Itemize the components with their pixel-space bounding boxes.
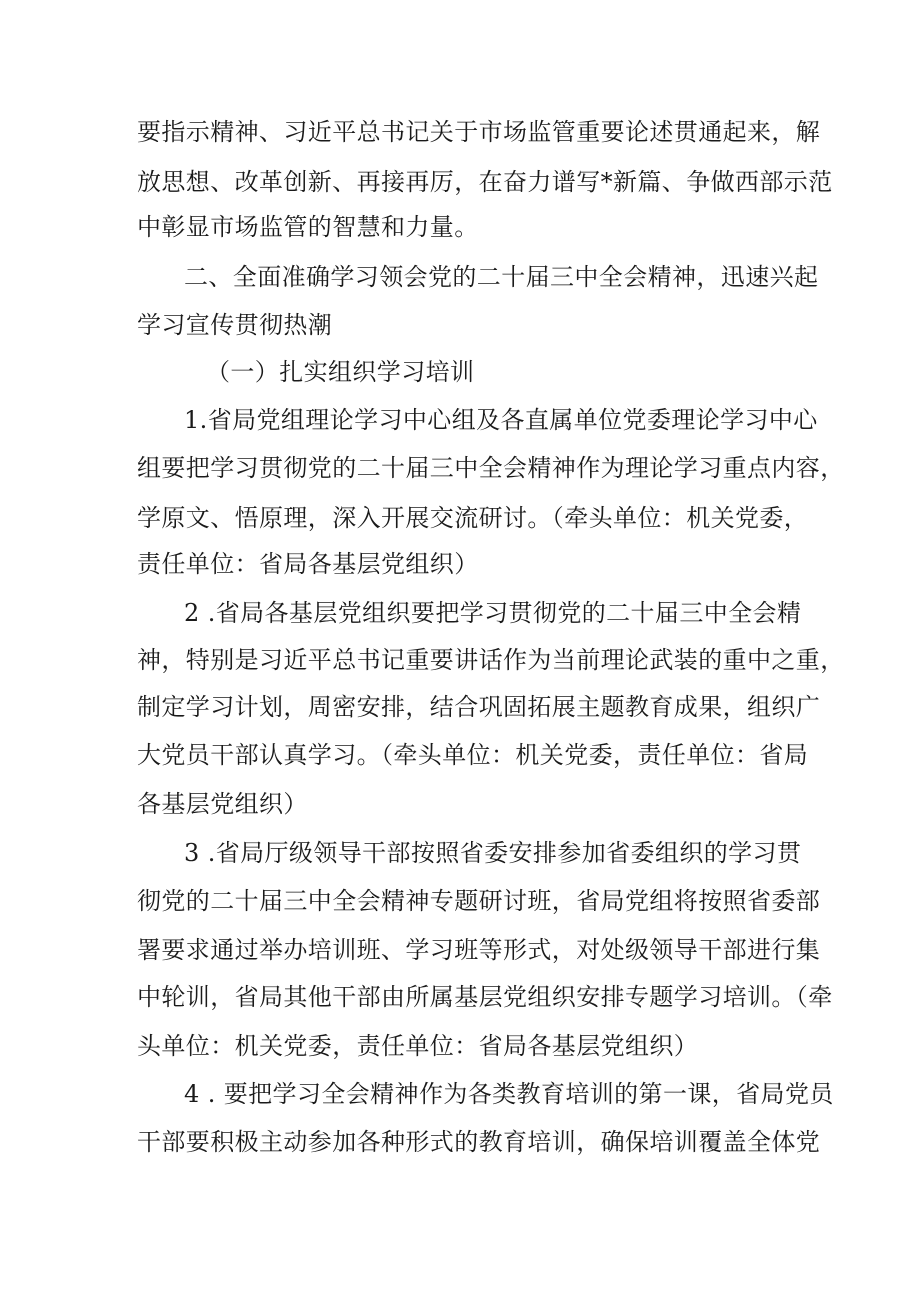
subsection-heading: （一）扎实组织学习培训 [206,358,475,386]
body-text-line: 中彰显市场监管的智慧和力量。 [137,213,479,241]
item-3-line: 署要求通过举办培训班、学习班等形式，对处级领导干部进行集 [137,936,821,964]
body-text-line: 放思想、改革创新、再接再厉，在奋力谱写*新篇、争做西部示范 [137,168,833,196]
item-1-line: 组要把学习贯彻党的二十届三中全会精神作为理论学习重点内容， [137,454,845,482]
item-1-line: 1.省局党组理论学习中心组及各直属单位党委理论学习中心 [184,406,818,434]
body-text-line: 要指示精神、习近平总书记关于市场监管重要论述贯通起来，解 [137,118,821,146]
item-3-line: 中轮训，省局其他干部由所属基层党组织安排专题学习培训。（牵 [137,983,833,1011]
item-4-line: 干部要积极主动参加各种形式的教育培训，确保培训覆盖全体党 [137,1128,821,1156]
section-heading-continued: 学习宣传贯彻热潮 [137,311,333,339]
item-2-line: 2 .省局各基层党组织要把学习贯彻党的二十届三中全会精 [184,599,802,627]
item-3-line: 3 .省局厅级领导干部按照省委安排参加省委组织的学习贯 [184,839,802,867]
item-3-line: 彻党的二十届三中全会精神专题研讨班，省局党组将按照省委部 [137,887,821,915]
item-2-line: 大党员干部认真学习。（牵头单位：机关党委，责任单位：省局 [137,741,809,769]
item-2-line: 神，特别是习近平总书记重要讲话作为当前理论武装的重中之重， [137,646,845,674]
item-2-line: 各基层党组织） [137,790,308,818]
item-3-line: 头单位：机关党委，责任单位：省局各基层党组织） [137,1032,699,1060]
item-1-line: 学原文、悟原理，深入开展交流研讨。（牵头单位：机关党委， [137,504,809,532]
item-1-line: 责任单位：省局各基层党组织） [137,550,479,578]
section-heading: 二、全面准确学习领会党的二十届三中全会精神，迅速兴起 [184,263,819,291]
item-4-line: 4 . 要把学习全会精神作为各类教育培训的第一课，省局党员 [184,1080,834,1108]
item-2-line: 制定学习计划，周密安排，结合巩固拓展主题教育成果，组织广 [137,693,821,721]
